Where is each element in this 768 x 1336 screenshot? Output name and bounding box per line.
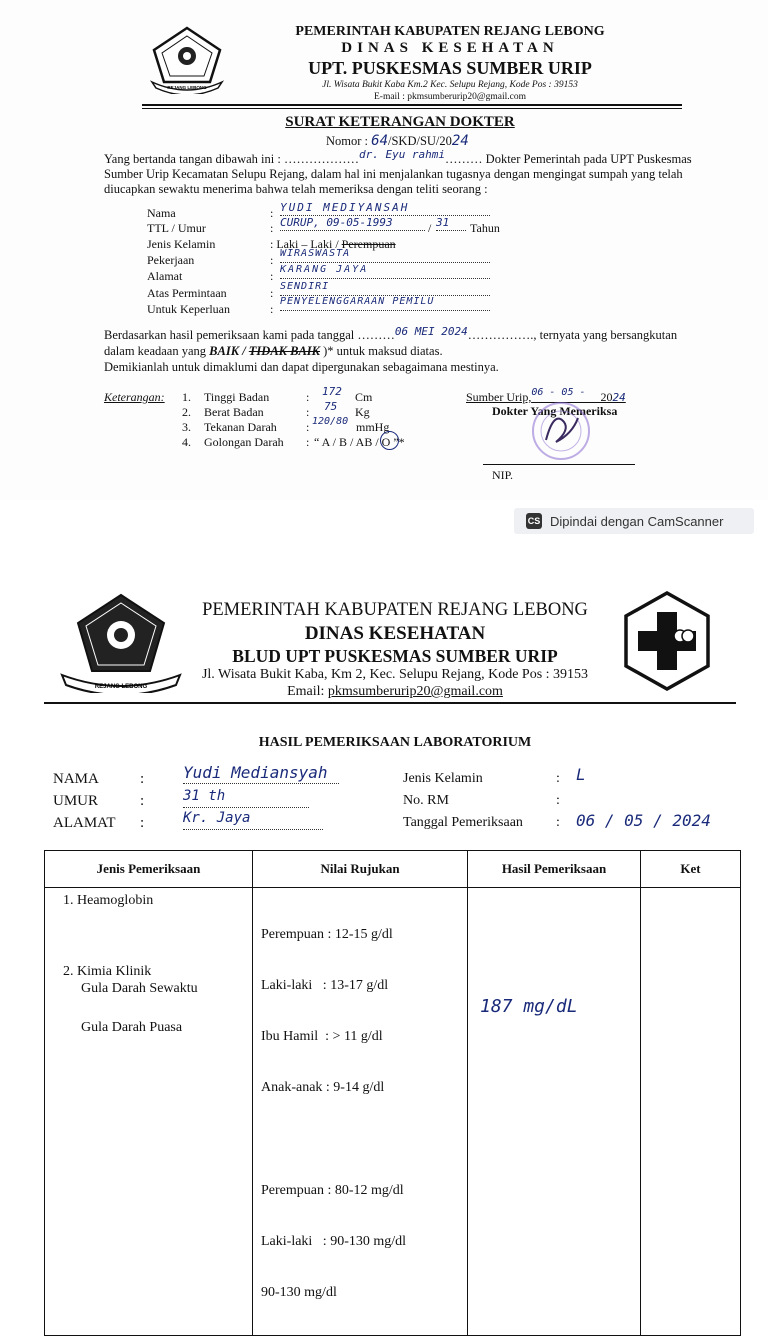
- ket-height-value: 172: [322, 385, 342, 398]
- field-label-purpose: Untuk Keperluan: [147, 302, 230, 316]
- rm-label: No. RM: [403, 793, 449, 808]
- field-label-job: Pekerjaan: [147, 253, 195, 267]
- patient-name-label: NAMA: [53, 771, 99, 787]
- lab-dept-name: DINAS KESEHATAN: [304, 623, 486, 644]
- age-suffix: Tahun: [470, 221, 500, 235]
- lab-results-table: [44, 850, 741, 1336]
- field-value-gender: : Laki – Laki / Perempuan: [270, 237, 396, 251]
- camscanner-label: Dipindai dengan CamScanner: [550, 513, 724, 529]
- letter-gov-name: PEMERINTAH KABUPATEN REJANG LEBONG: [295, 24, 605, 39]
- table-header-row: [45, 851, 741, 888]
- field-label-gender: Jenis Kelamin: [147, 237, 216, 251]
- gender-label: Jenis Kelamin: [403, 771, 483, 786]
- signature-line: [483, 464, 635, 465]
- ket-bp-label: Tekanan Darah: [204, 420, 277, 434]
- lab-title: HASIL PEMERIKSAAN LABORATORIUM: [258, 735, 532, 750]
- result-cell: [468, 888, 641, 1336]
- sign-place: Sumber Urip,$^{06 - 05 -}$ 2024: [466, 387, 626, 404]
- test-gdp: Gula Darah Puasa: [81, 1020, 183, 1035]
- exam-date-label: Tanggal Pemeriksaan: [403, 815, 523, 830]
- lab-result-page: REJANG LEBONG PEMERINTAH KABUPATEN REJANG LEBONG DINAS KESEHATAN BLUD UPT PUSKESMAS SUMBER URIP Jl. Wisata Bukit Kaba, Km 2, Kec. Selupu Rejang, Kode Pos : 39153 Email: pkmsumberurip20@gmail.com HASIL PEMERIKSAAN LABORATORIUM NAMA : Yudi Mediansyah UMUR : 31 th ALAMAT : Kr. Jaya Jenis Kelamin : L No. RM : Tanggal Pemeriksaan : 06 / 05 / 2024 Jenis Pemeriksaan Nilai Rujukan Hasil Pemeriksaan Ket 1. Heamoglobin 2. Kimia Klinik Gula Darah Sewaktu Gula Darah Puasa Perempuan : 12-15 g/dl Laki-laki : 13-17 g/dl Ibu Hamil : > 11 g/dl Anak-anak : 9-14 g/dl Perempuan : 80-12 mg/dl Laki-laki : 90-130 mg/dl 90-130 mg/dl 187 mg/dL: [0, 545, 768, 1024]
- ref-gds-female: Perempuan : 80-12 mg/dl: [261, 1183, 404, 1198]
- intro-line-2: Sumber Urip Kecamatan Selupu Rejang, dalam hal ini menjalankan tugasnya dengan mengingat sumpah yang telah: [104, 167, 683, 181]
- field-label-nama: Nama: [147, 206, 176, 220]
- lab-letterhead-divider: [44, 702, 736, 704]
- lab-email: Email: pkmsumberurip20@gmail.com: [287, 684, 503, 699]
- ket-weight-value: 75: [324, 400, 338, 413]
- result-gds: 187 mg/dL: [480, 996, 578, 1017]
- lab-address: Jl. Wisata Bukit Kaba, Km 2, Kec. Selupu Rejang, Kode Pos : 39153: [201, 667, 589, 682]
- letterhead-divider: [142, 104, 682, 109]
- field-value-address: KARANG JAYA: [280, 264, 490, 279]
- letter-address: Jl. Wisata Bukit Kaba Km.2 Kec. Selupu Rejang, Kode Pos : 39153: [322, 80, 578, 90]
- field-label-address: Alamat: [147, 269, 183, 283]
- ref-gds-male: Laki-laki : 90-130 mg/dl: [261, 1234, 407, 1249]
- field-value-job: WIRASWASTA: [280, 248, 490, 263]
- note-cell: [641, 888, 741, 1336]
- patient-age-label: UMUR: [53, 793, 99, 809]
- patient-name-value: Yudi Mediansyah: [183, 763, 339, 784]
- field-value-nama: YUDI MEDIYANSAH: [280, 201, 490, 216]
- lab-unit-name: BLUD UPT PUSKESMAS SUMBER URIP: [232, 646, 558, 666]
- letter-title: SURAT KETERANGAN DOKTER: [285, 114, 515, 130]
- field-value-request: SENDIRI: [280, 281, 490, 296]
- letter-email: E-mail : pkmsumberurip20@gmail.com: [373, 92, 526, 102]
- letter-number: Nomor : 64/SKD/SU/2024: [326, 133, 469, 149]
- regency-logo-icon: [60, 593, 182, 693]
- test-names-cell: [45, 888, 253, 1336]
- camscanner-watermark: [514, 508, 754, 534]
- ref-hb-pregnant: Ibu Hamil : > 11 g/dl: [261, 1029, 383, 1044]
- test-gds: Gula Darah Sewaktu: [81, 981, 198, 996]
- table-row: [45, 888, 741, 1336]
- reference-values-cell: [253, 888, 468, 1336]
- patient-address-label: ALAMAT: [53, 815, 116, 831]
- letter-unit-name: UPT. PUSKESMAS SUMBER URIP: [308, 58, 592, 78]
- nip-label: NIP.: [492, 468, 514, 482]
- ket-bp-value: 120/80: [312, 416, 349, 427]
- closing-line: Demikianlah untuk dimaklumi dan dapat dipergunakan sebagaimana mestinya.: [104, 360, 499, 374]
- test-clinical-chem: 2. Kimia Klinik: [63, 964, 152, 979]
- ket-weight-label: Berat Badan: [204, 405, 264, 419]
- letter-dept-name: DINAS KESEHATAN: [341, 40, 559, 56]
- ref-hb-child: Anak-anak : 9-14 g/dl: [261, 1080, 385, 1095]
- field-value-ttl: CURUP, 09-05-1993: [280, 216, 425, 231]
- keterangan-label: Keterangan:: [104, 390, 165, 404]
- puskesmas-logo-icon: [622, 590, 712, 692]
- patient-age-value: 31 th: [183, 788, 309, 808]
- signer-title: Dokter Yang Memeriksa: [492, 404, 618, 418]
- ket-blood-value: “ A / B / AB / O ”*: [314, 435, 405, 449]
- ref-gdp: 90-130 mg/dl: [261, 1285, 337, 1300]
- exam-date-value: 06 / 05 / 2024: [576, 811, 711, 830]
- doctor-letter-page: REJANG LEBONG PEMERINTAH KABUPATEN REJANG LEBONG DINAS KESEHATAN UPT. PUSKESMAS SUMBER URIP Jl. Wisata Bukit Kaba Km.2 Kec. Selupu Rejang, Kode Pos : 39153 E-mail : pkmsumberurip20@gmail.com SURAT KETERANGAN DOKTER Nomor : 64/SKD/SU/2024 Yang bertanda tangan dibawah ini : ………………dr. Eyu rahmi……… Dokter Pemerintah pada UPT Puskesmas Sumber Urip Kecamatan Selupu Rejang, dalam hal ini menjalankan tugasnya dengan mengingat sumpah yang telah diucapkan sewaktu menerima bahwa telah memeriksa dengan teliti seorang : Nama : YUDI MEDIYANSAH TTL / Umur : CURUP, 09-05-1993 / 31 Tahun Jenis Kelamin : Laki – Laki / Perempuan Pekerjaan : WIRASWASTA Alamat : KARANG JAYA Atas Permintaan : SENDIRI Untuk Keperluan : PENYELENGGARAAN PEMILU Berdasarkan hasil pemeriksaan kami pada tanggal ………06 MEI 2024……………., ternyata yang bersangkutan dalam keadaan yang BAIK / TIDAK BAIK )* untuk maksud diatas. Demikianlah untuk dimaklumi dan dapat dipergunakan sebagaimana mestinya. Keterangan: 1. Tinggi Badan : 172 Cm 2. Berat Badan : 75 Kg 3. Tekanan Darah : 120/80 mmHg 4. Golongan Darah : “ A / B / AB / O ”* Sumber Urip,$^{06 - 05 -}$ 2024 Dokter Yang Memeriksa NIP.: [0, 0, 768, 500]
- ket-height-label: Tinggi Badan: [204, 390, 270, 404]
- regency-logo-icon: [148, 26, 226, 94]
- field-label-request: Atas Permintaan: [147, 286, 227, 300]
- field-label-ttl: TTL / Umur: [147, 221, 206, 235]
- col-header-test: Jenis Pemeriksaan: [45, 851, 253, 888]
- patient-address-value: Kr. Jaya: [183, 810, 323, 830]
- col-header-result: Hasil Pemeriksaan: [468, 851, 641, 888]
- blood-type-circle: [380, 431, 399, 450]
- col-header-reference: Nilai Rujukan: [253, 851, 468, 888]
- result-line-2: dalam keadaan yang BAIK / TIDAK BAIK )* untuk maksud diatas.: [104, 344, 443, 358]
- ref-hb-male: Laki-laki : 13-17 g/dl: [261, 978, 389, 993]
- field-value-purpose: PENYELENGGARAAN PEMILU: [280, 296, 490, 311]
- intro-line-3: diucapkan sewaktu menerima bahwa telah memeriksa dengan teliti seorang :: [104, 182, 488, 196]
- col-header-note: Ket: [641, 851, 741, 888]
- intro-line-1: Yang bertanda tangan dibawah ini : ………………dr. Eyu rahmi……… Dokter Pemerintah pada UPT Puskesmas: [104, 148, 692, 166]
- field-value-age: 31: [436, 216, 466, 231]
- result-line-1: Berdasarkan hasil pemeriksaan kami pada tanggal ………06 MEI 2024……………., ternyata yang bersangkutan: [104, 325, 678, 342]
- ref-hb-female: Perempuan : 12-15 g/dl: [261, 927, 393, 942]
- camscanner-icon: CS: [526, 513, 542, 529]
- lab-gov-name: PEMERINTAH KABUPATEN REJANG LEBONG: [202, 600, 588, 620]
- gender-value: L: [576, 765, 586, 784]
- test-hemoglobin: 1. Heamoglobin: [63, 893, 154, 908]
- official-stamp-icon: [526, 400, 596, 462]
- svg-text:REJANG LEBONG: REJANG LEBONG: [94, 684, 148, 690]
- ket-blood-label: Golongan Darah: [204, 435, 284, 449]
- svg-text:REJANG LEBONG: REJANG LEBONG: [167, 85, 207, 90]
